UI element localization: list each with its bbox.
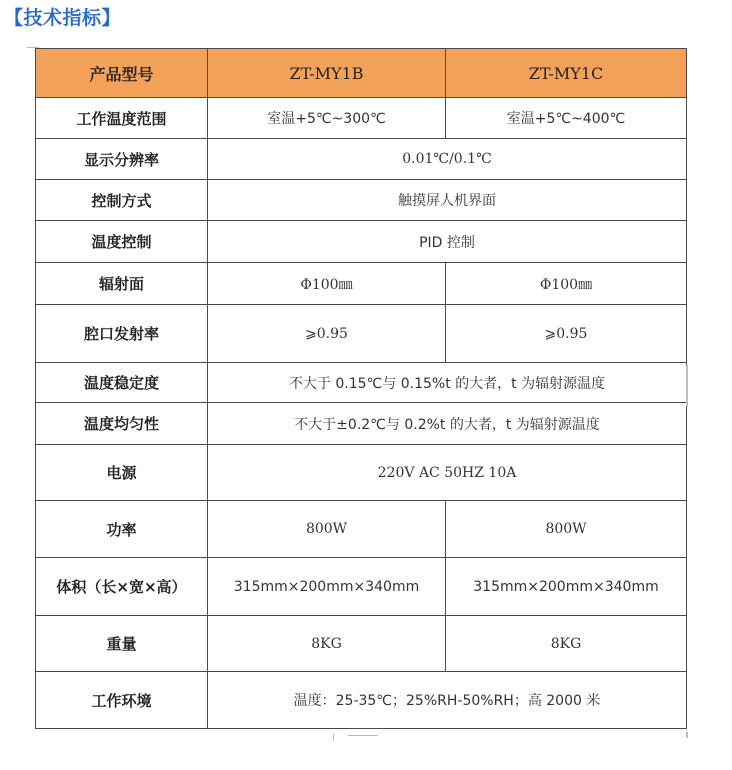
row-value: ⩾0.95 — [446, 305, 687, 363]
row-value: 800W — [208, 501, 446, 558]
table-row — [36, 558, 687, 616]
row-label: 辐射面 — [36, 263, 208, 305]
row-value: Φ100㎜ — [208, 263, 446, 305]
divider — [686, 732, 688, 738]
row-label: 显示分辨率 — [36, 139, 208, 180]
model-label-header: 产品型号 — [36, 49, 208, 98]
divider — [333, 733, 334, 741]
row-value: 8KG — [446, 616, 687, 672]
divider — [27, 47, 39, 48]
table-row — [36, 305, 687, 363]
row-value: 315mm×200mm×340mm — [446, 558, 687, 616]
row-label: 功率 — [36, 501, 208, 558]
row-value: 315mm×200mm×340mm — [208, 558, 446, 616]
divider — [686, 365, 688, 407]
table-row — [36, 98, 687, 139]
row-label: 控制方式 — [36, 180, 208, 221]
row-label: 温度控制 — [36, 221, 208, 263]
table-row — [36, 180, 687, 221]
row-label: 电源 — [36, 445, 208, 501]
row-value: Φ100㎜ — [446, 263, 687, 305]
row-value: 0.01℃/0.1℃ — [208, 139, 687, 180]
table-row — [36, 445, 687, 501]
spec-table — [35, 48, 687, 729]
row-label: 腔口发射率 — [36, 305, 208, 363]
table-row — [36, 672, 687, 729]
model-header-1: ZT-MY1B — [208, 49, 446, 98]
row-value: 8KG — [208, 616, 446, 672]
model-header-2: ZT-MY1C — [446, 49, 687, 98]
row-label: 温度均匀性 — [36, 403, 208, 445]
table-row — [36, 139, 687, 180]
row-label: 工作温度范围 — [36, 98, 208, 139]
row-value: 220V AC 50HZ 10A — [208, 445, 687, 501]
row-value: 触摸屏人机界面 — [208, 180, 687, 221]
row-value: 不大于 0.15℃与 0.15%t 的大者，t 为辐射源温度 — [208, 363, 687, 403]
divider — [348, 735, 378, 736]
row-label: 工作环境 — [36, 672, 208, 729]
table-row — [36, 616, 687, 672]
row-value: 温度：25-35℃；25%RH-50%RH；高 2000 米 — [208, 672, 687, 729]
table-row — [36, 363, 687, 403]
table-row — [36, 403, 687, 445]
page-title: 【技术指标】 — [4, 7, 122, 29]
row-value: ⩾0.95 — [208, 305, 446, 363]
row-label: 重量 — [36, 616, 208, 672]
row-label: 体积（长×宽×高） — [36, 558, 208, 616]
table-row — [36, 263, 687, 305]
row-value: 室温+5℃~400℃ — [446, 98, 687, 139]
row-value: 不大于±0.2℃与 0.2%t 的大者，t 为辐射源温度 — [208, 403, 687, 445]
row-value: 800W — [446, 501, 687, 558]
row-value: 室温+5℃~300℃ — [208, 98, 446, 139]
table-header-row — [36, 49, 687, 98]
row-label: 温度稳定度 — [36, 363, 208, 403]
table-row — [36, 501, 687, 558]
table-row — [36, 221, 687, 263]
row-value: PID 控制 — [208, 221, 687, 263]
